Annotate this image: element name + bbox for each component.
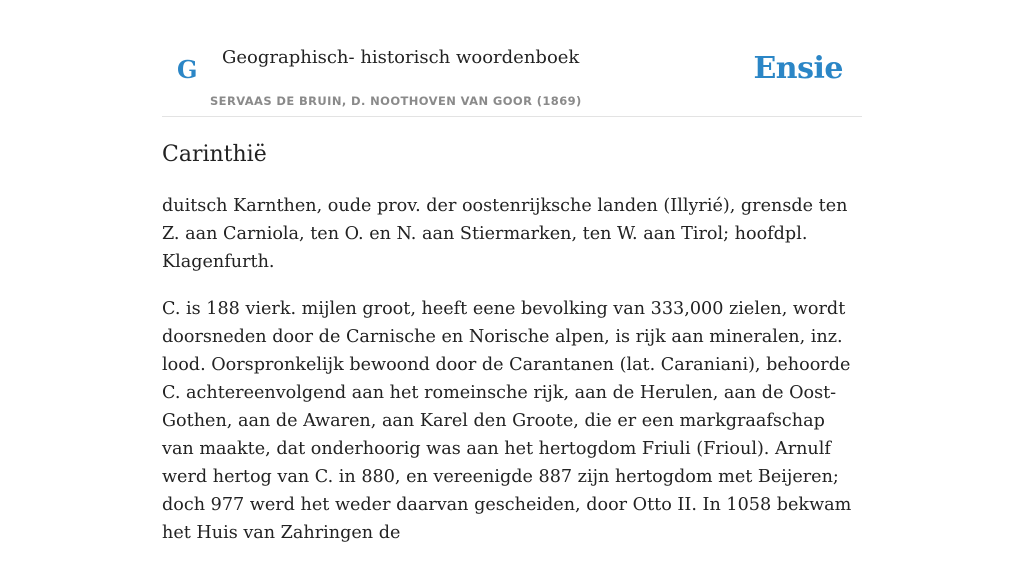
book-authors: SERVAAS DE BRUIN, D. NOOTHOVEN VAN GOOR (1869) bbox=[210, 94, 582, 108]
entry-paragraph: duitsch Karnthen, oude prov. der oostenrijksche landen (Illyrié), grensde ten Z. aan Carniola, ten O. en N. aan Stiermarken, ten W. aan Tirol; hoofdpl. Klagenfurth. bbox=[162, 196, 848, 272]
entry-paragraph: C. is 188 vierk. mijlen groot, heeft eene bevolking van 333,000 zielen, wordt doorsneden door de Carnische en Norische alpen, is rijk aan mineralen, inz. lood. Oorspronkelijk bewoond door de Carantanen (lat. Caraniani), behoorde C. achtereenvolgend aan het romeinsche rijk, aan de Herulen, aan de Oost-Gothen, aan de Awaren, aan Karel den Groote, die er een markgraafschap van maakte, dat onderhoorig was aan het hertogdom Friuli (Frioul). Arnulf werd hertog van C. in 880, en vereenigde 887 zijn hertogdom met Beijeren; doch 977 werd het weder daarvan gescheiden, door Otto II. In 1058 bekwam het Huis van Zahringen de bbox=[162, 299, 852, 543]
header bbox=[162, 0, 862, 117]
ensie-logo[interactable]: Ensie bbox=[753, 51, 843, 86]
entry-title: Carinthië bbox=[162, 142, 267, 167]
book-logo[interactable]: G bbox=[177, 55, 198, 84]
book-title[interactable]: Geographisch- historisch woordenboek bbox=[222, 47, 580, 68]
entry-body bbox=[162, 192, 862, 566]
